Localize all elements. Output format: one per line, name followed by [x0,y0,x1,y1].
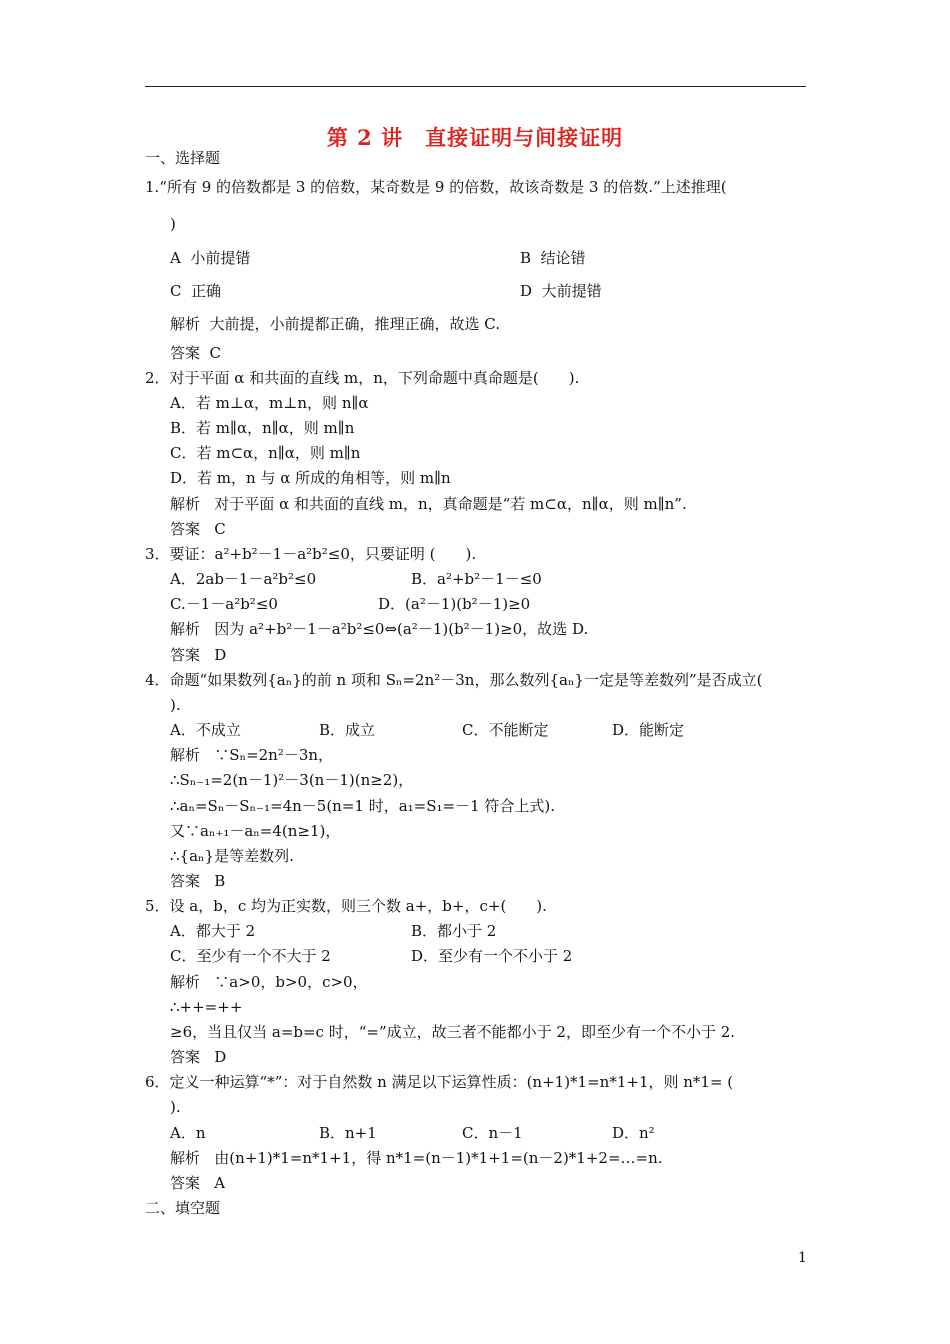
text-line: 答案 C [170,520,226,538]
text-line: 解析 ∵Sₙ=2n²－3n， [170,746,334,764]
text-line: C 正确 [170,282,222,300]
text-line: C．若 m⊂α，n∥α，则 m∥n [170,444,361,462]
text-line: 6．定义一种运算“*”：对于自然数 n 满足以下运算性质：(n+1)*1=n*1+1，则 n*1= ( [145,1073,734,1091]
text-line: D．(a²－1)(b²－1)≥0 [378,595,531,613]
text-line: 4．命题“如果数列{aₙ}的前 n 项和 Sₙ=2n²－3n，那么数列{aₙ}一定是等差数列”是否成立( [145,671,763,689]
text-line: C．不能断定 [462,721,549,739]
text-line: 2．对于平面 α 和共面的直线 m，n，下列命题中真命题是( ). [145,369,580,387]
text-line: 3．要证：a²+b²－1－a²b²≤0，只要证明 ( ). [145,545,477,563]
text-line: D．n² [612,1124,655,1142]
page-title: 第 2 讲 直接证明与间接证明 [326,125,624,150]
text-line: B．成立 [319,721,376,739]
text-line: B 结论错 [520,249,586,267]
text-line: ) [170,215,176,233]
text-line: C.－1－a²b²≤0 [170,595,278,613]
text-line: A．若 m⊥α，m⊥n，则 n∥α [170,394,369,412]
text-line: B．a²+b²－1－≤0 [411,570,542,588]
text-line: 答案 A [170,1174,226,1192]
text-line: 答案 D [170,1048,227,1066]
text-line: B．都小于 2 [411,922,497,940]
text-line: 二、填空题 [145,1199,221,1217]
text-line: 解析 对于平面 α 和共面的直线 m，n，真命题是“若 m⊂α，n∥α，则 m∥n”. [170,495,687,513]
text-line: 又∵aₙ₊₁－aₙ=4(n≥1)， [170,822,341,840]
text-line: C．至少有一个不大于 2 [170,947,331,965]
text-line: 答案 B [170,872,226,890]
text-line: 解析 大前提，小前提都正确，推理正确，故选 C. [170,315,501,333]
text-line: D 大前提错 [520,282,602,300]
text-line: 解析 由(n+1)*1=n*1+1，得 n*1=(n－1)*1+1=(n－2)*1+2=…=n. [170,1149,663,1167]
text-line: A．都大于 2 [170,922,256,940]
text-line: ∴++=++ [170,998,243,1016]
text-line: A 小前提错 [170,249,251,267]
page-number: 1 [798,1250,807,1266]
text-line: ). [170,696,181,714]
text-line: ∴Sₙ₋₁=2(n－1)²－3(n－1)(n≥2)， [170,771,414,789]
text-line: A．2ab－1－a²b²≤0 [170,570,317,588]
text-line: ). [170,1098,181,1116]
text-line: B．n+1 [319,1124,377,1142]
text-line: D．若 m，n 与 α 所成的角相等，则 m∥n [170,469,451,487]
text-line: 1.“所有 9 的倍数都是 3 的倍数，某奇数是 9 的倍数，故该奇数是 3 的倍数.”上述推理( [145,178,727,196]
header-rule [145,86,806,87]
text-line: A．n [170,1124,206,1142]
text-line: D．能断定 [612,721,685,739]
text-line: C．n－1 [462,1124,523,1142]
text-line: B．若 m∥α，n∥α，则 m∥n [170,419,355,437]
text-line: 一、选择题 [145,149,221,167]
text-line: A．不成立 [170,721,241,739]
text-line: ∴aₙ=Sₙ－Sₙ₋₁=4n－5(n=1 时，a₁=S₁=－1 符合上式). [170,797,556,815]
text-line: D．至少有一个不小于 2 [411,947,573,965]
text-line: ∴{aₙ}是等差数列. [170,847,294,865]
text-line: 解析 因为 a²+b²－1－a²b²≤0⇔(a²－1)(b²－1)≥0，故选 D. [170,620,589,638]
text-line: ≥6，当且仅当 a=b=c 时，“=”成立，故三者不能都小于 2，即至少有一个不小于 2. [170,1023,736,1041]
text-line: 5．设 a，b，c 均为正实数，则三个数 a+，b+，c+( ). [145,897,547,915]
text-line: 解析 ∵a>0，b>0，c>0， [170,973,368,991]
text-line: 答案 C [170,344,222,362]
text-line: 答案 D [170,646,227,664]
